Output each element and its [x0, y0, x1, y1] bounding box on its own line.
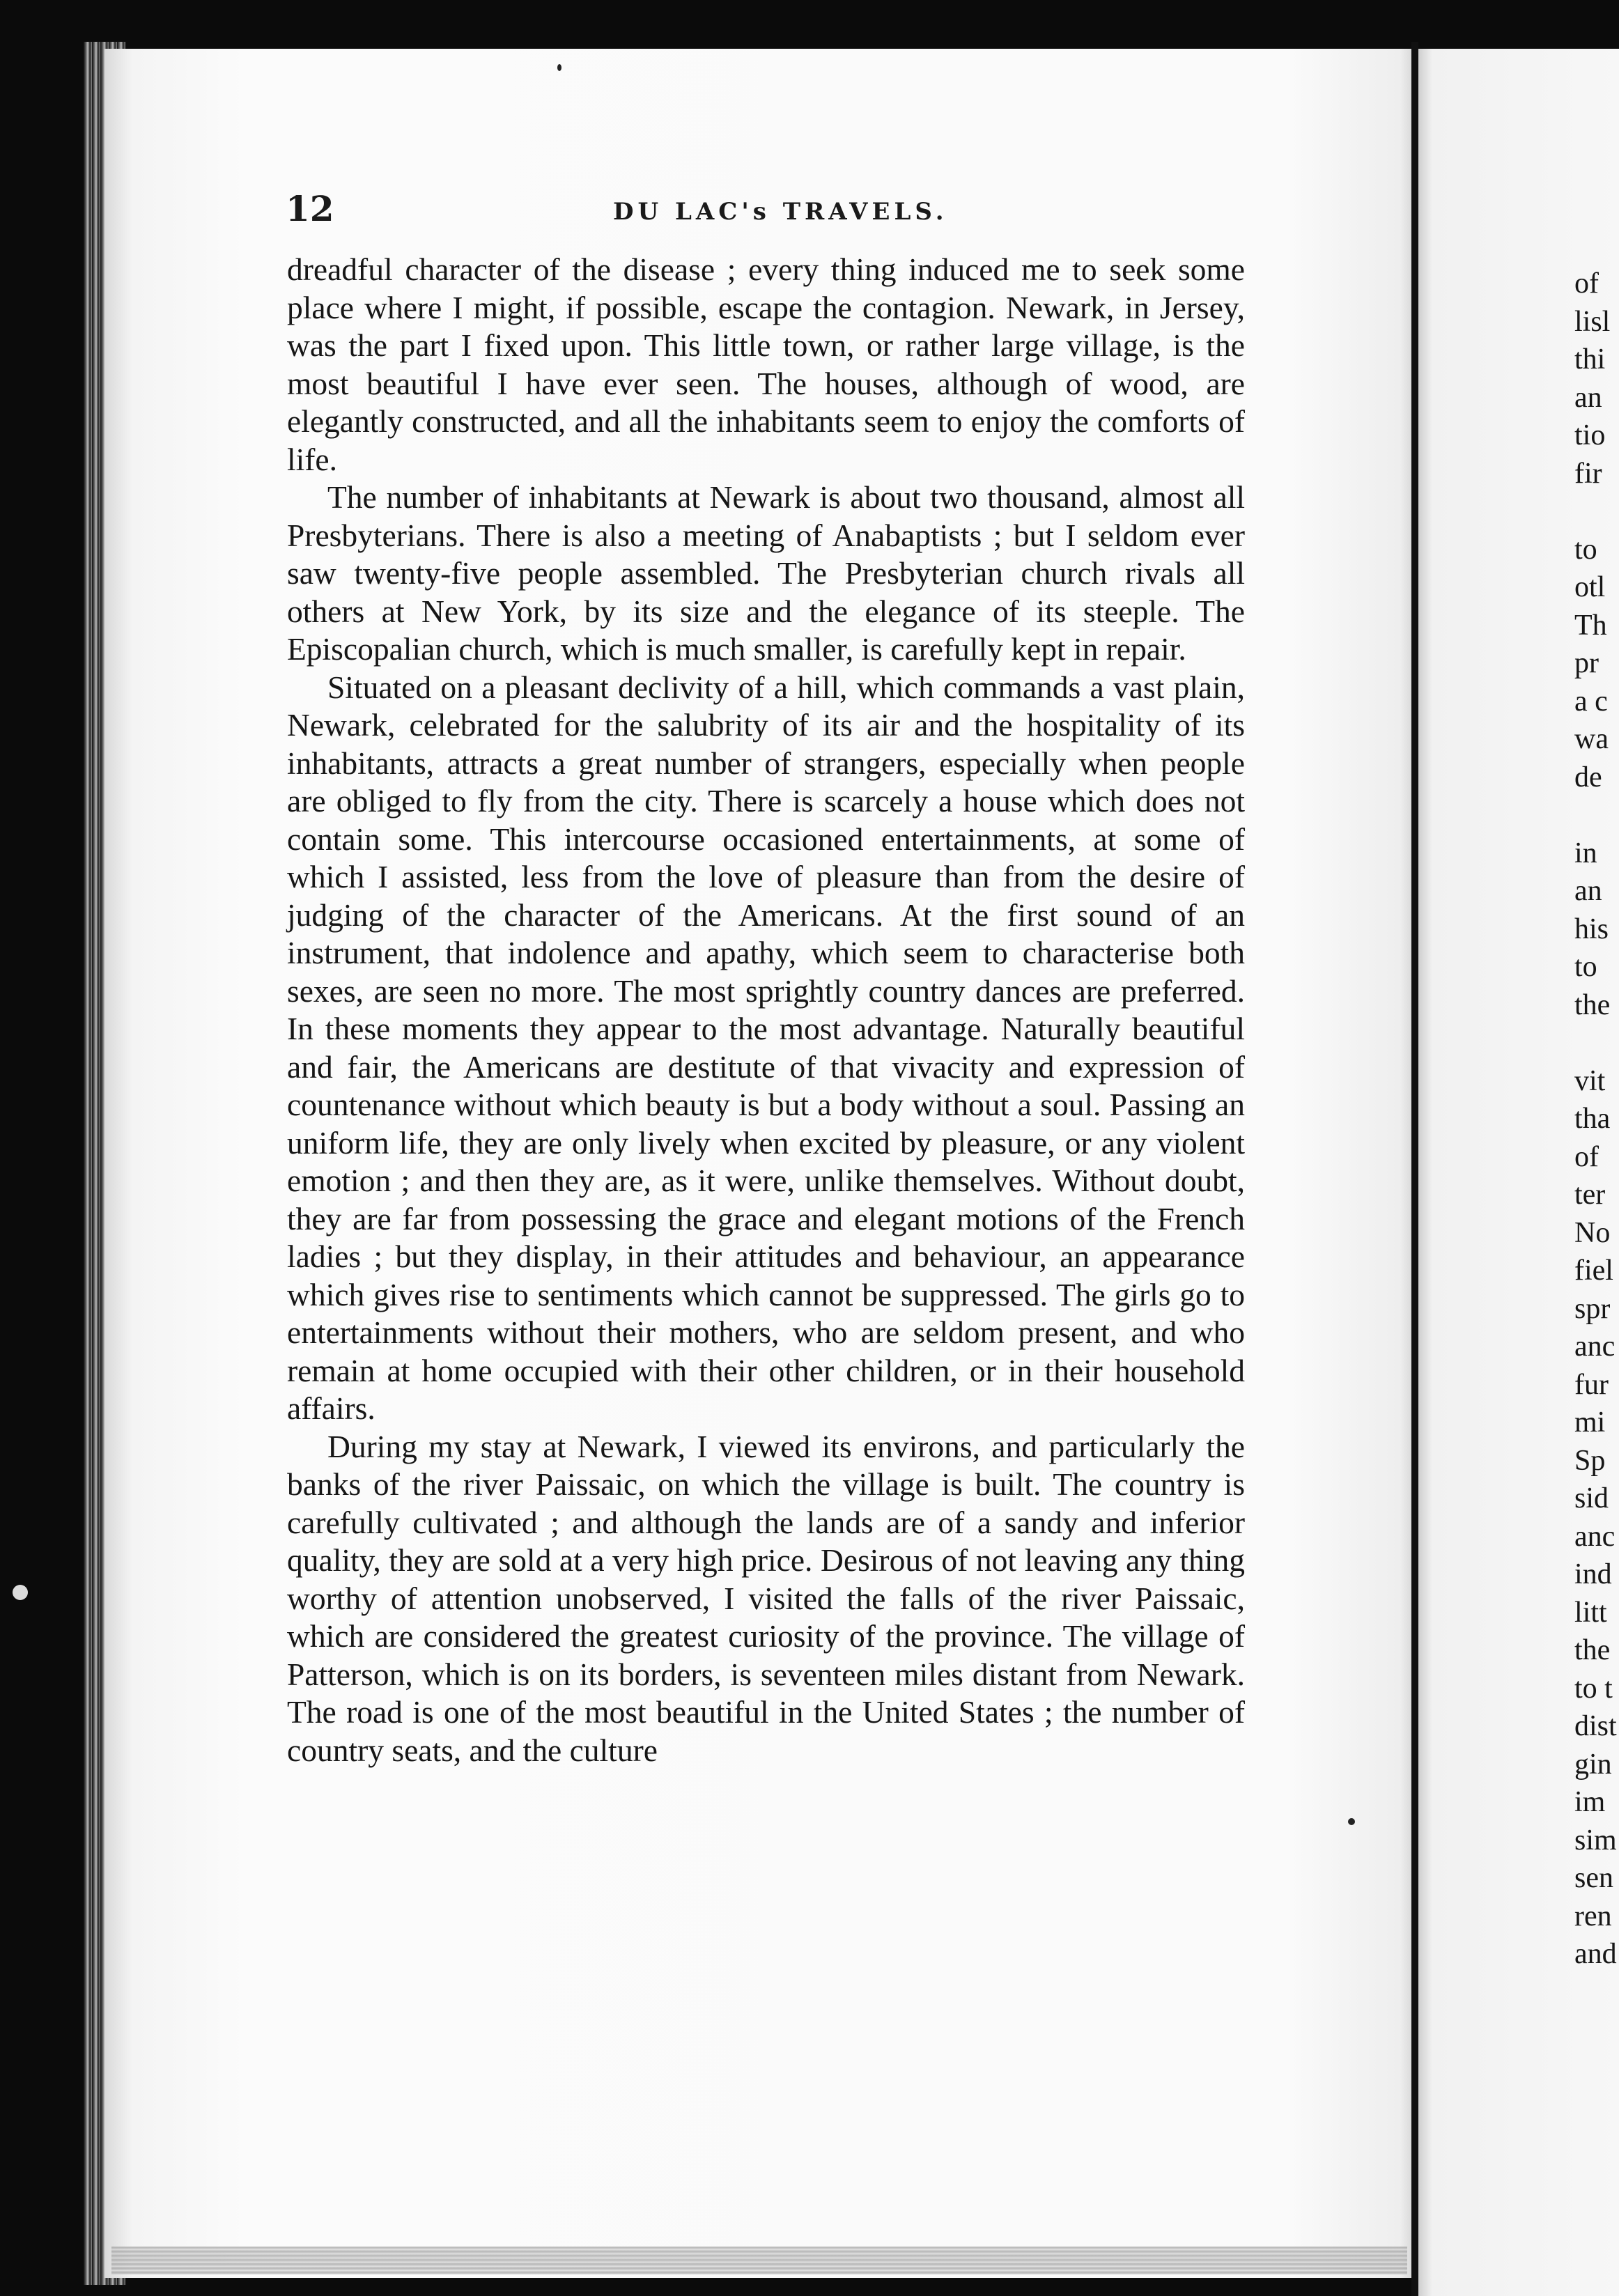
facing-page-line: fur [1574, 1368, 1609, 1401]
facing-page-line [1574, 1024, 1619, 1062]
dust-speck [557, 64, 561, 71]
facing-page-line: pr [1574, 647, 1599, 679]
facing-page-line: No [1574, 1216, 1611, 1249]
facing-page-line [1574, 796, 1619, 835]
facing-page-line: the [1574, 1634, 1611, 1666]
page-edge-bottom [111, 2247, 1407, 2274]
running-head [286, 188, 1275, 237]
facing-page-line: ren [1574, 1900, 1612, 1932]
facing-page-line: Th [1574, 609, 1607, 642]
facing-page-line: ind [1574, 1558, 1612, 1590]
facing-page-line: dist [1574, 1710, 1617, 1742]
facing-page-line: vit [1574, 1064, 1606, 1097]
facing-page-line: de [1574, 761, 1602, 793]
facing-page-line: an [1574, 875, 1602, 907]
dust-speck [1348, 1818, 1355, 1825]
facing-page-line: ter [1574, 1179, 1606, 1211]
facing-page-line: sid [1574, 1482, 1609, 1514]
facing-page-line: anc [1574, 1331, 1616, 1363]
facing-page-line: tha [1574, 1103, 1611, 1135]
paragraph: Situated on a pleasant declivity of a hill, which commands a vast plain, Newark, celebrated for the salubrity of its air and the hospitality of its inhabitants, attracts a great number of strangers, especially when people are obliged to fly from the city. There is scarcely a house which does not contain some. This intercourse occasioned entertainments, at some of which I assisted, less from the love of pleasure than from the desire of judging of the character of the Americans. At the first sound of an instrument, that indolence and apathy, which seem to characterise both sexes, are seen no more. The most sprightly country dances are preferred. In these moments they appear to the most advantage. Naturally beautiful and fair, the Americans are destitute of that vivacity and expression of countenance without which beauty is but a body without a soul. Passing an uniform life, they are only lively when excited by pleasure, or any violent emotion ; and then they are, as it were, unlike themselves. Without doubt, they are far from possessing the grace and elegant motions of the French ladies ; but they display, in their attitudes and behaviour, an appearance which gives rise to sentiments which cannot be suppressed. The girls go to entertainments without their mothers, who are seldom present, and who remain at home occupied with their other children, or in their household affairs. [287, 669, 1245, 1426]
facing-page-line: to t [1574, 1672, 1613, 1705]
facing-page-line: tio [1574, 419, 1606, 451]
paragraph: The number of inhabitants at Newark is about two thousand, almost all Presbyterians. There is also a meeting of Anabaptists ; but I seldom ever saw twenty-five people assembled. The Presbyterian church rivals all others at New York, by its size and the elegance of its steeple. The Episcopalian church, which is much smaller, is carefully kept in repair. [287, 479, 1245, 667]
facing-page-line: fiel [1574, 1255, 1613, 1287]
facing-page-line: Sp [1574, 1444, 1606, 1477]
facing-page-line: to [1574, 533, 1597, 566]
facing-page-line: in [1574, 837, 1597, 869]
facing-page-line: wa [1574, 723, 1609, 755]
facing-page-line: a c [1574, 685, 1608, 718]
facing-page-line: sim [1574, 1824, 1617, 1856]
body-text [287, 251, 1245, 1769]
facing-page-line: fir [1574, 457, 1602, 490]
facing-page-line: spr [1574, 1292, 1611, 1325]
facing-page-line: thi [1574, 343, 1606, 375]
paragraph: During my stay at Newark, I viewed its environs, and particularly the banks of the river Paissaic, on which the village is built. The country is carefully cultivated ; and although the lands are of a sandy and inferior quality, they are sold at a very high price. Desirous of not leaving any thing worthy of attention unobserved, I visited the falls of the river Paissaic, which are considered the greatest curiosity of the province. The village of Patterson, which is on its borders, is seventeen miles distant from Newark. The road is one of the most beautiful in the United States ; the number of country seats, and the culture [287, 1428, 1245, 1768]
facing-page-line: and [1574, 1938, 1617, 1970]
facing-page-line: an [1574, 381, 1602, 414]
facing-page-line: of [1574, 267, 1599, 300]
facing-page-line: im [1574, 1786, 1606, 1818]
running-title: DU LAC's TRAVELS. [613, 198, 948, 226]
facing-page-line: his [1574, 913, 1609, 945]
facing-page-line: otl [1574, 571, 1606, 603]
page-number: 12 [286, 188, 334, 229]
paragraph: dreadful character of the disease ; every thing induced me to seek some place where I might, if possible, escape the contagion. Newark, in Jersey, was the part I fixed upon. This little town, or rather large village, is the most beautiful I have ever seen. The houses, although of wood, are elegantly constructed, and all the inhabitants seem to enjoy the comforts of life. [287, 251, 1245, 477]
facing-page-line: gin [1574, 1748, 1612, 1781]
facing-page-line: mi [1574, 1406, 1606, 1438]
facing-page-line: to [1574, 951, 1597, 983]
facing-page-line: lisl [1574, 305, 1611, 338]
facing-page-line: litt [1574, 1596, 1607, 1629]
facing-page-line: of [1574, 1140, 1599, 1173]
facing-page-text [1574, 265, 1619, 1973]
facing-page-line: sen [1574, 1862, 1613, 1894]
facing-page-line [1574, 492, 1619, 531]
facing-page-line: the [1574, 988, 1611, 1021]
facing-page-line: anc [1574, 1520, 1616, 1553]
book-gutter [1411, 42, 1418, 2296]
dust-speck [13, 1585, 28, 1600]
